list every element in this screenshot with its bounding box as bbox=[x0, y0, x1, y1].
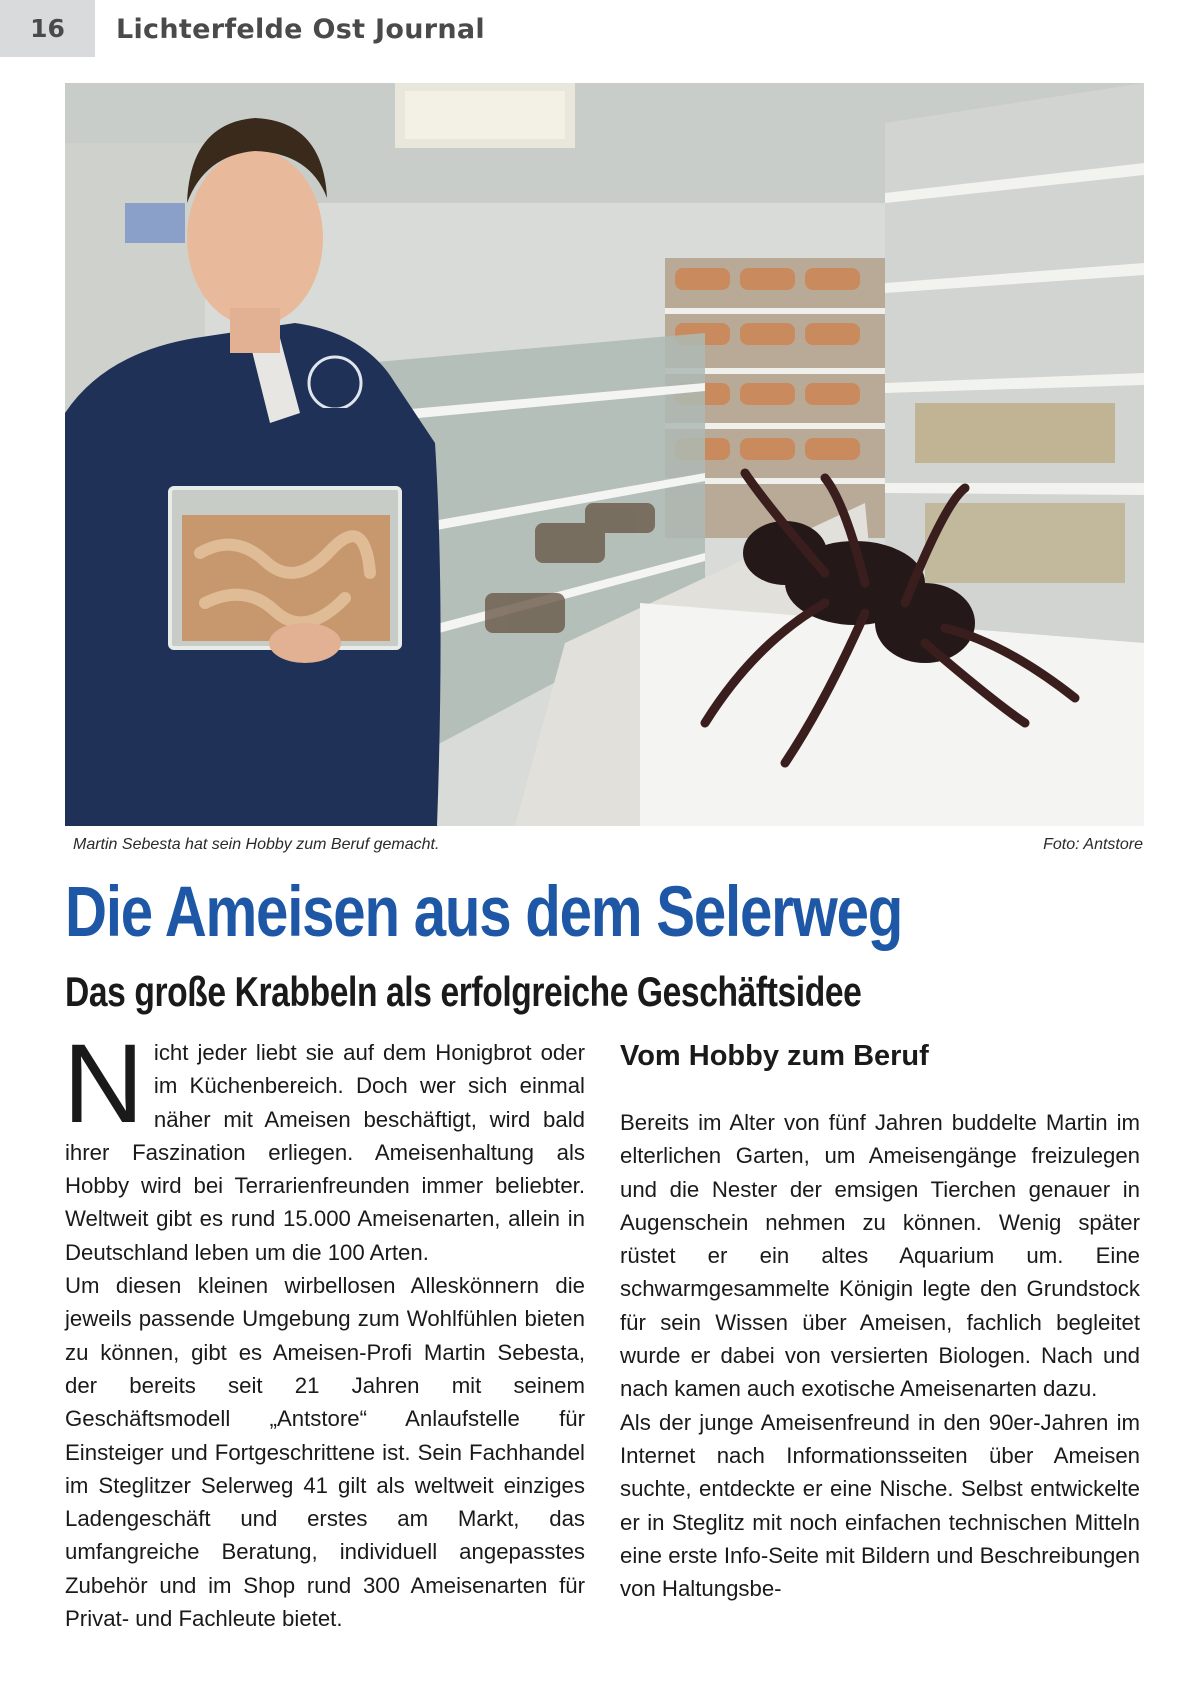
article-photo bbox=[65, 83, 1144, 826]
intro-paragraph bbox=[63, 1021, 585, 1269]
right-paragraph-2: Als der junge Ameisenfreund in den 90er-Jahren im Internet nach Informationsseiten über Ameisen suchte, entdeckte er eine Nische. Selbst entwickelte er in Steglitz mit noch einfachen technischen Mitteln eine erste Info-Seite mit Bildern und Beschreibungen von Haltungsbe- bbox=[620, 1409, 1140, 1602]
right-column bbox=[620, 1036, 1140, 1605]
right-paragraph-1: Bereits im Alter von fünf Jahren buddelte Martin im elterlichen Garten, um Ameisengänge freizulegen und die Nester der emsigen Tierchen genauer in Augenschein nehmen zu können. Wenig später rüstet er ein altes Aquarium um. Eine schwarmgesammelte Königin legte den Grundstock für sein Wissen über Ameisen, fachlich begleitet wurde er dabei von versierten Biologen. Nach und nach kamen auch exotische Ameisenarten dazu. bbox=[620, 1110, 1140, 1402]
article-subheadline: Das große Krabbeln als erfolgreiche Geschäftsidee bbox=[65, 968, 862, 1015]
left-paragraph-1: icht jeder liebt sie auf dem Honigbrot oder im Küchenbereich. Doch wer sich einmal näher mit Ameisen beschäftigt, wird bald ihrer Faszination erliegen. Ameisenhaltung als Hobby wird bei Terrarienfreunden immer beliebter. Weltweit gibt es rund 15.000 Ameisenarten, allein in Deutschland leben um die 100 Arten. bbox=[65, 1040, 585, 1265]
journal-title: Lichterfelde Ost Journal bbox=[116, 14, 485, 45]
page-number: 16 bbox=[0, 0, 95, 57]
section-heading: Vom Hobby zum Beruf bbox=[620, 1040, 929, 1072]
photo-caption: Martin Sebesta hat sein Hobby zum Beruf gemacht. bbox=[73, 836, 440, 853]
photo-illustration bbox=[65, 83, 1144, 826]
left-paragraph-2: Um diesen kleinen wirbellosen Alleskönnern die jeweils passende Umgebung zum Wohlfühlen bieten zu können, gibt es Ameisen-Profi Martin Sebesta, der bereits seit 21 Jahren mit seinem Geschäftsmodell „Antstore“ Anlaufstelle für Einsteiger und Fortgeschrittene ist. Sein Fachhandel im Steglitzer Selerweg 41 gilt als weltweit einziges Ladengeschäft und erstes am Markt, das umfangreiche Beratung, individuell angepasstes Zubehör und im Shop rund 300 Ameisenarten für Privat- und Fachleute bietet. bbox=[65, 1273, 585, 1632]
article-headline: Die Ameisen aus dem Selerweg bbox=[65, 873, 903, 952]
left-column bbox=[63, 1021, 585, 1635]
photo-credit: Foto: Antstore bbox=[1043, 836, 1143, 853]
dropcap: N bbox=[63, 1021, 144, 1146]
